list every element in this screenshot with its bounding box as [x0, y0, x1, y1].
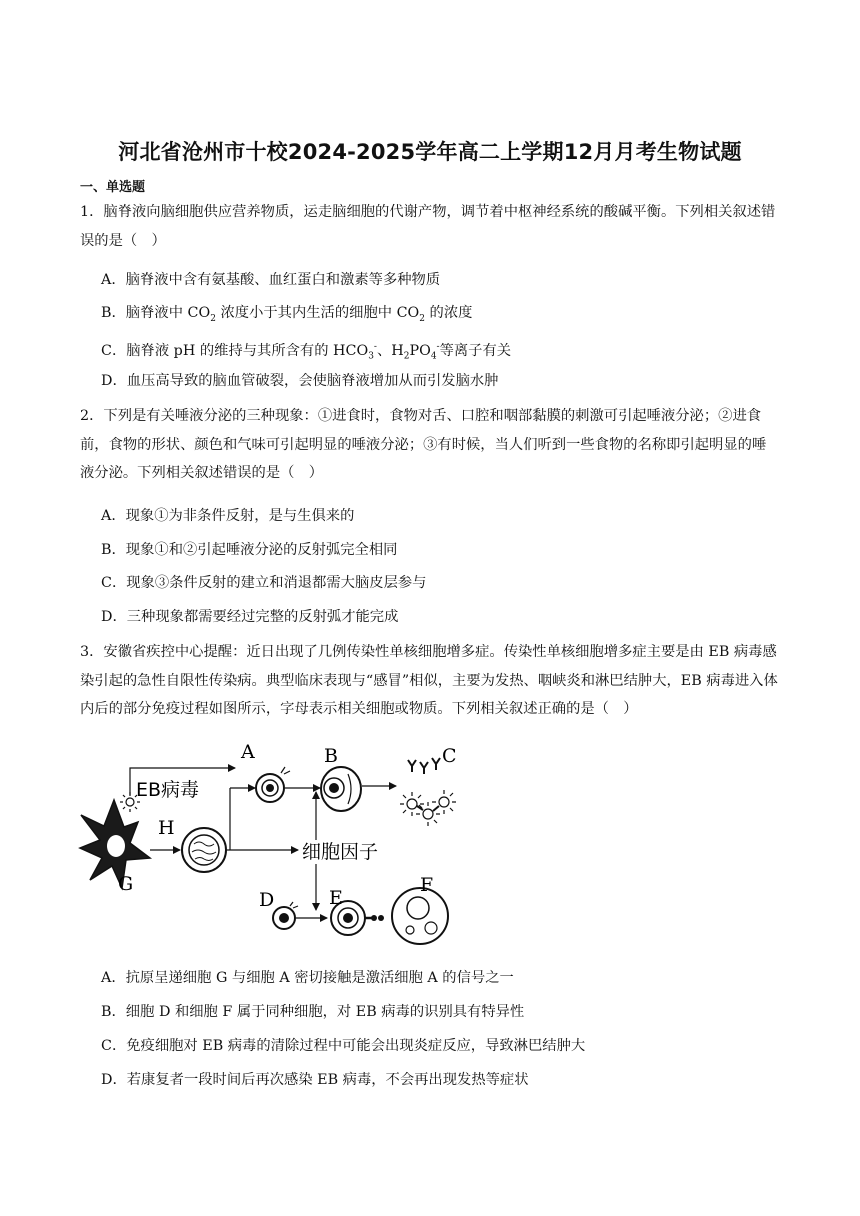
question-1-option-b: B．脑脊液中 $CO_2$ 浓度小于其内生活的细胞中 $CO_2$ 的浓度 [101, 305, 473, 324]
cell-b-plasma-cell [321, 767, 361, 811]
question-3-option-a: A．抗原呈递细胞 G 与细胞 A 密切接触是激活细胞 A 的信号之一 [101, 970, 514, 986]
question-2-option-b: B．现象①和②引起唾液分泌的反射弧完全相同 [101, 542, 398, 558]
question-3-option-b: B．细胞 D 和细胞 F 属于同种细胞，对 EB 病毒的识别具有特异性 [101, 1004, 525, 1020]
question-1-option-a: A．脑脊液中含有氨基酸、血红蛋白和激素等多种物质 [101, 272, 441, 288]
figure-label-f: F [420, 874, 434, 896]
question-2-option-d: D．三种现象都需要经过完整的反射弧才能完成 [101, 609, 399, 625]
cell-d [273, 902, 298, 929]
question-2-stem: 2．下列是有关唾液分泌的三种现象：①进食时，食物对舌、口腔和咽部黏膜的刺激可引起唾液分泌；②进食前，食物的形状、颜色和气味可引起明显的唾液分泌；③有时候，当人们听到一些食物的名称即引起明显的唾液分泌。下列相关叙述错误的是（ ） [80, 408, 767, 481]
figure-label-d: D [259, 889, 275, 911]
figure-label-c: C [442, 745, 457, 767]
cell-g-antigen-presenting-cell [80, 800, 150, 888]
antibody-c-icon [408, 758, 440, 774]
question-1-option-c: C．脑脊液 pH 的维持与其所含有的 $HCO_3^-$、$H_2PO_4^-$等离子有关 [101, 342, 512, 362]
cell-a [256, 767, 290, 802]
figure-label-h: H [158, 817, 175, 839]
figure-label-g: G [118, 873, 134, 895]
question-1-stem: 1．脑脊液向脑细胞供应营养物质，运走脑细胞的代谢产物，调节着中枢神经系统的酸碱平衡。下列相关叙述错误的是（ ） [80, 204, 776, 249]
immune-process-figure [78, 740, 478, 952]
question-3-stem: 3．安徽省疾控中心提醒：近日出现了几例传染性单核细胞增多症。传染性单核细胞增多症主要是由 EB 病毒感染引起的急性自限性传染病。典型临床表现与“感冒”相似，主要为发热、咽峡炎和淋巴结肿大，EB 病毒进入体内后的部分免疫过程如图所示，字母表示相关细胞或物质。下列相关叙述正确的是（ ） [80, 644, 778, 717]
question-3-option-d: D．若康复者一段时间后再次感染 EB 病毒，不会再出现发热等症状 [101, 1072, 529, 1088]
cell-f-target-cell [392, 888, 448, 944]
question-2-option-c: C．现象③条件反射的建立和消退都需大脑皮层参与 [101, 575, 427, 591]
antigen-antibody-complex-icon [400, 790, 456, 826]
figure-label-eb-virus: EB病毒 [136, 779, 200, 801]
section-heading: 一、单选题 [80, 180, 146, 195]
page-title: 河北省沧州市十校2024-2025学年高二上学期12月月考生物试题 [118, 140, 742, 164]
cell-h-helper-t-cell [182, 828, 226, 872]
question-1-option-d: D．血压高导致的脑血管破裂，会使脑脊液增加从而引发脑水肿 [101, 373, 499, 389]
figure-label-cytokine: 细胞因子 [302, 841, 379, 863]
question-3-option-c: C．免疫细胞对 EB 病毒的清除过程中可能会出现炎症反应，导致淋巴结肿大 [101, 1038, 586, 1054]
figure-label-b: B [324, 745, 338, 767]
figure-label-e: E [329, 887, 343, 909]
figure-label-a: A [241, 741, 255, 763]
question-2-option-a: A．现象①为非条件反射，是与生俱来的 [101, 508, 355, 524]
